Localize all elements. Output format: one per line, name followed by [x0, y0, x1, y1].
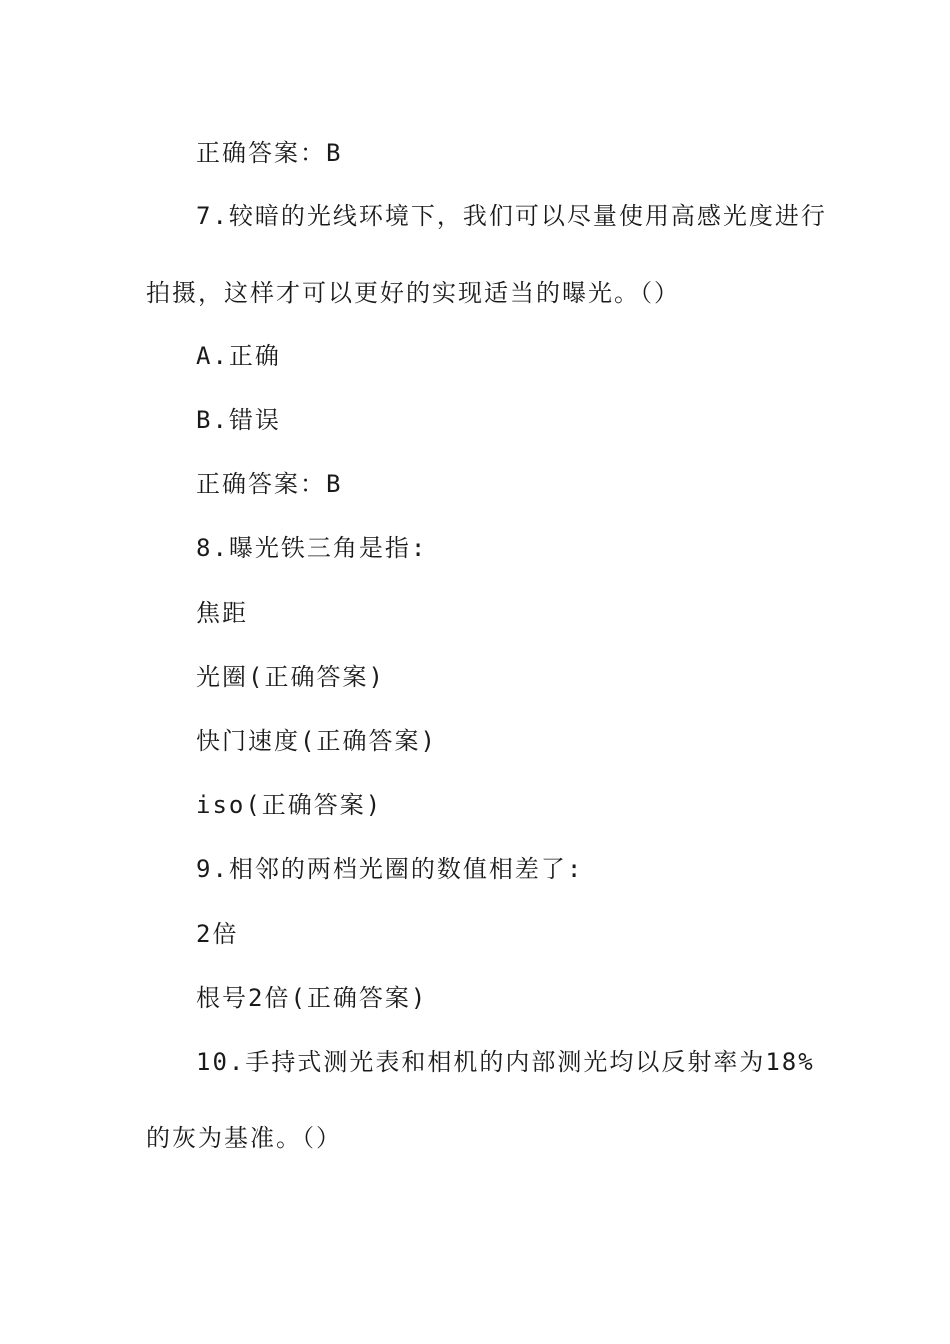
q8-option-4: iso(正确答案) [196, 791, 383, 819]
q9-option-1: 2倍 [196, 920, 239, 948]
question-7-line-1: 7.较暗的光线环境下，我们可以尽量使用高感光度进行 [196, 202, 827, 230]
q9-option-2: 根号2倍(正确答案) [196, 984, 428, 1012]
q8-option-3: 快门速度(正确答案) [196, 727, 437, 755]
question-10-line-2: 的灰为基准。（） [146, 1124, 342, 1152]
option-b: B.错误 [196, 406, 281, 434]
option-a: A.正确 [196, 342, 281, 370]
q8-option-2: 光圈(正确答案) [196, 663, 385, 691]
question-7-line-2: 拍摄，这样才可以更好的实现适当的曝光。（） [146, 279, 680, 307]
question-8: 8.曝光铁三角是指: [196, 534, 428, 562]
question-9: 9.相邻的两档光圈的数值相差了: [196, 855, 584, 883]
answer-line-q7: 正确答案：B [196, 470, 343, 498]
question-10-line-1: 10.手持式测光表和相机的内部测光均以反射率为18% [196, 1048, 815, 1076]
answer-line-q6: 正确答案：B [196, 139, 343, 167]
q8-option-1: 焦距 [196, 599, 248, 627]
